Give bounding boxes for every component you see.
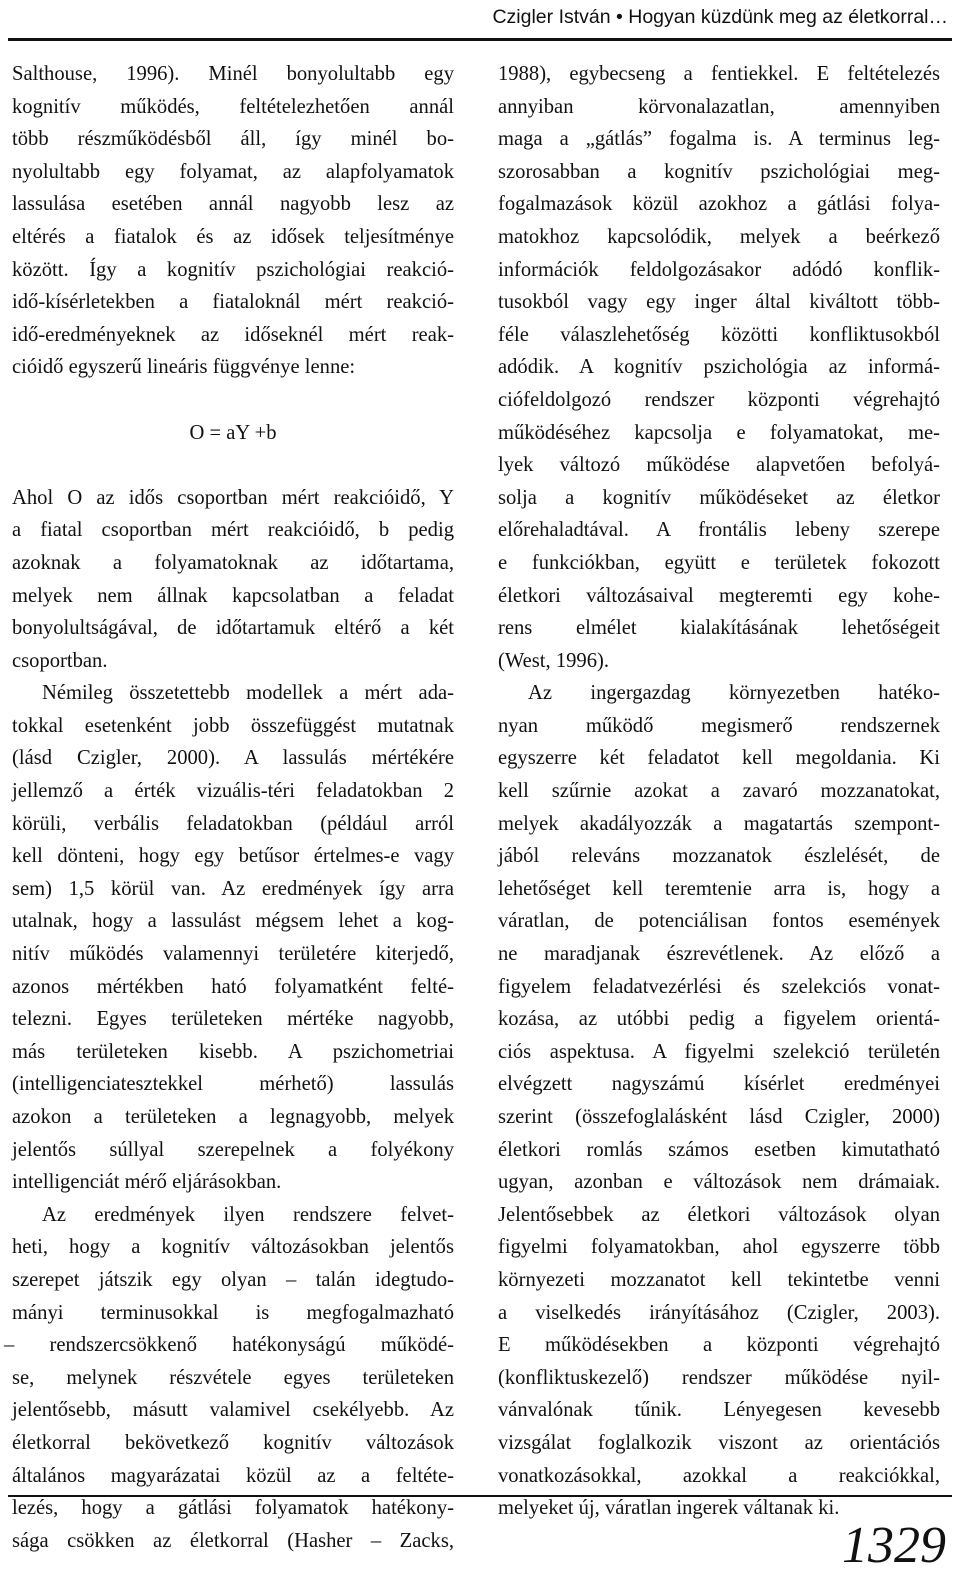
text-line: (intelligenciatesztekkel mérhető) lassulás <box>12 1073 454 1096</box>
text-line <box>12 449 454 482</box>
text-line: annyiban körvonalazatlan, amennyiben <box>498 95 940 118</box>
page-number: 1329 <box>842 1517 946 1574</box>
text-line: jelentősebb, másutt valamivel csekélyebb. Az <box>12 1399 454 1422</box>
text-line: O = aY +b <box>189 421 277 444</box>
text-line: figyelmi folyamatokban, ahol egyszerre több <box>498 1236 940 1259</box>
text-line: kognitív működés, feltételezhetően annál <box>12 95 454 118</box>
text-line: azoknak a folyamatoknak az időtartama, <box>12 551 454 574</box>
text-line: előrehaladtával. A frontális lebeny szerepe <box>498 519 940 542</box>
text-line: csoportban. <box>12 649 108 672</box>
text-line: cióidő egyszerű lineáris függvénye lenne: <box>12 356 356 379</box>
text-line: e funkciókban, együtt e területek fokozott <box>498 551 940 574</box>
text-line: ugyan, azonban e változások nem drámaiak. <box>498 1171 940 1194</box>
text-line: Némileg összetettebb modellek a mért ada- <box>42 682 454 705</box>
text-line: mányi terminusokkal is megfogalmazható <box>12 1301 454 1324</box>
page-header <box>0 0 960 50</box>
right-text-column <box>498 58 940 1525</box>
text-line: ciós aspektusa. A figyelmi szelekció területén <box>498 1040 940 1063</box>
text-line: heti, hogy a kognitív változásokban jelentős <box>12 1236 454 1259</box>
text-line: (West, 1996). <box>498 649 610 672</box>
text-line: (lásd Czigler, 2000). A lassulás mértékére <box>12 747 454 770</box>
text-line: jelentős súllyal szerepelnek a folyékony <box>12 1138 454 1161</box>
text-line: jából releváns mozzanatok észlelését, de <box>498 845 940 868</box>
text-line: eltérés a fiatalok és az idősek teljesítménye <box>12 225 454 248</box>
text-line: Az eredmények ilyen rendszere felvet- <box>42 1203 454 1226</box>
text-line: életkorral bekövetkező kognitív változások <box>12 1431 454 1454</box>
text-line: más területeken kisebb. A pszichometriai <box>12 1040 454 1063</box>
text-line: kell szűrnie azokat a zavaró mozzanatokat, <box>498 780 940 803</box>
text-line: (konfliktuskezelő) rendszer működése nyil- <box>498 1366 940 1389</box>
text-line: nitív működés valamennyi területére kiterjedő, <box>12 943 454 966</box>
text-line: ciófeldolgozó rendszer központi végrehajtó <box>498 388 940 411</box>
text-line: melyek akadályozzák a magatartás szempont- <box>498 812 940 835</box>
text-line: idő-kísérletekben a fiataloknál mért reakció- <box>12 291 454 314</box>
text-line: a fiatal csoportban mért reakcióidő, b pedig <box>12 519 454 542</box>
text-line: 1988), egybecseng a fentiekkel. E feltételezés <box>498 63 940 85</box>
text-line: elvégzett nagyszámú kísérlet eredményei <box>498 1073 940 1096</box>
text-line: lyek változó működése alapvetően befolyá- <box>498 454 940 477</box>
text-line: vizsgálat foglalkozik viszont az orientációs <box>498 1431 940 1454</box>
text-line: általános magyarázatai közül az a feltéte- <box>12 1464 454 1487</box>
text-line: vonatkozásokkal, azokkal a reakciókkal, <box>498 1464 940 1487</box>
text-line: kell dönteni, hogy egy betűsor értelmes-e vagy <box>12 845 454 868</box>
running-head: Czigler István • Hogyan küzdünk meg az életkorral… <box>492 6 948 28</box>
text-line: E működésekben a központi végrehajtó <box>498 1334 940 1357</box>
text-line: Az ingergazdag környezetben hatéko- <box>528 682 940 705</box>
footer-rule <box>8 1495 952 1497</box>
text-line: solja a kognitív működéseket az életkor <box>498 486 940 509</box>
text-line: figyelem feladatvezérlési és szelekciós vonat- <box>498 975 940 998</box>
text-line: körüli, verbális feladatokban (például arról <box>12 812 454 835</box>
text-line: maga a „gátlás” fogalma is. A terminus leg- <box>498 128 940 151</box>
text-line: lehetőséget kell teremtenie arra is, hogy a <box>498 877 940 900</box>
text-line: jellemző a érték vizuális-téri feladatokban 2 <box>12 780 454 803</box>
text-line: rens elmélet kialakításának lehetőségeit <box>498 617 940 640</box>
text-line: nyan működő megismerő rendszernek <box>498 714 940 737</box>
text-line: információk feldolgozásakor adódó konflik- <box>498 258 940 281</box>
text-line: idő-eredményeknek az időseknél mért reak- <box>12 323 454 346</box>
text-line: ne maradjanak észrevétlenek. Az előző a <box>498 943 940 966</box>
left-text-column <box>4 58 454 1557</box>
text-line: egyszerre két feladatot kell megoldania. Ki <box>498 747 940 770</box>
text-line: életkori romlás számos esetben kimutatható <box>498 1138 940 1161</box>
text-line: nyolultabb egy folyamat, az alapfolyamatok <box>12 160 454 183</box>
text-line: melyeket új, váratlan ingerek váltanak ki. <box>498 1497 840 1520</box>
text-line: matokhoz kapcsolódik, melyek a beérkező <box>498 225 940 248</box>
header-rule <box>8 38 952 41</box>
text-line: sága csökken az életkorral (Hasher – Zacks, <box>12 1529 454 1552</box>
text-line: fogalmazások közül azokhoz a gátlási folya- <box>498 193 940 216</box>
text-line: féle válaszlehetőség közötti konfliktusokból <box>498 323 940 346</box>
text-line <box>12 384 454 417</box>
text-line: lezés, hogy a gátlási folyamatok hatékony- <box>12 1497 454 1520</box>
text-line: szerepet játszik egy olyan – talán idegtudo- <box>12 1268 454 1291</box>
text-line: több részműködésből áll, így minél bo- <box>12 128 454 151</box>
text-line: tokkal esetenként jobb összefüggést mutatnak <box>12 714 454 737</box>
text-line: tusokból vagy egy inger által kiváltott több- <box>498 291 940 314</box>
text-line: utalnak, hogy a lassulást mégsem lehet a kog- <box>12 910 454 933</box>
text-line: váratlan, de potenciálisan fontos események <box>498 910 940 933</box>
text-line: szorosabban a kognitív pszichológiai meg- <box>498 160 940 183</box>
text-line: szerint (összefoglalásként lásd Czigler, 2000) <box>498 1106 940 1128</box>
text-line: bonyolultságával, de időtartamuk eltérő a két <box>12 617 454 640</box>
text-line: Jelentősebbek az életkori változások olyan <box>498 1203 940 1226</box>
text-line: azokon a területeken a legnagyobb, melyek <box>12 1106 454 1128</box>
text-line: – rendszercsökkenő hatékonyságú működé- <box>4 1334 454 1357</box>
text-line: között. Így a kognitív pszichológiai reakció- <box>12 258 454 281</box>
text-line: a viselkedés irányításához (Czigler, 2003). <box>498 1301 940 1324</box>
text-line: kozása, az utóbbi pedig a figyelem orientá- <box>498 1008 940 1031</box>
text-line: sem) 1,5 körül van. Az eredmények így arra <box>12 877 454 900</box>
text-line: Salthouse, 1996). Minél bonyolultabb egy <box>12 63 454 85</box>
text-line: lassulása esetében annál nagyobb lesz az <box>12 193 454 216</box>
text-line: telezni. Egyes területeken mértéke nagyobb, <box>12 1008 454 1031</box>
text-line: melyek nem állnak kapcsolatban a feladat <box>12 584 454 607</box>
text-line: életkori változásaival megteremti egy kohe- <box>498 584 940 607</box>
text-line: azonos mértékben ható folyamatként felté- <box>12 975 454 998</box>
text-line: Ahol O az idős csoportban mért reakcióidő, Y <box>12 486 454 509</box>
text-line: intelligenciát mérő eljárásokban. <box>12 1171 282 1194</box>
text-line: működéséhez kapcsolja e folyamatokat, me- <box>498 421 940 444</box>
text-line: környezeti mozzanatot kell tekintetbe venni <box>498 1268 940 1291</box>
text-line: adódik. A kognitív pszichológia az informá- <box>498 356 940 379</box>
text-line: vánvalónak tűnik. Lényegesen kevesebb <box>498 1399 940 1422</box>
text-line: se, melynek részvétele egyes területeken <box>12 1366 454 1389</box>
